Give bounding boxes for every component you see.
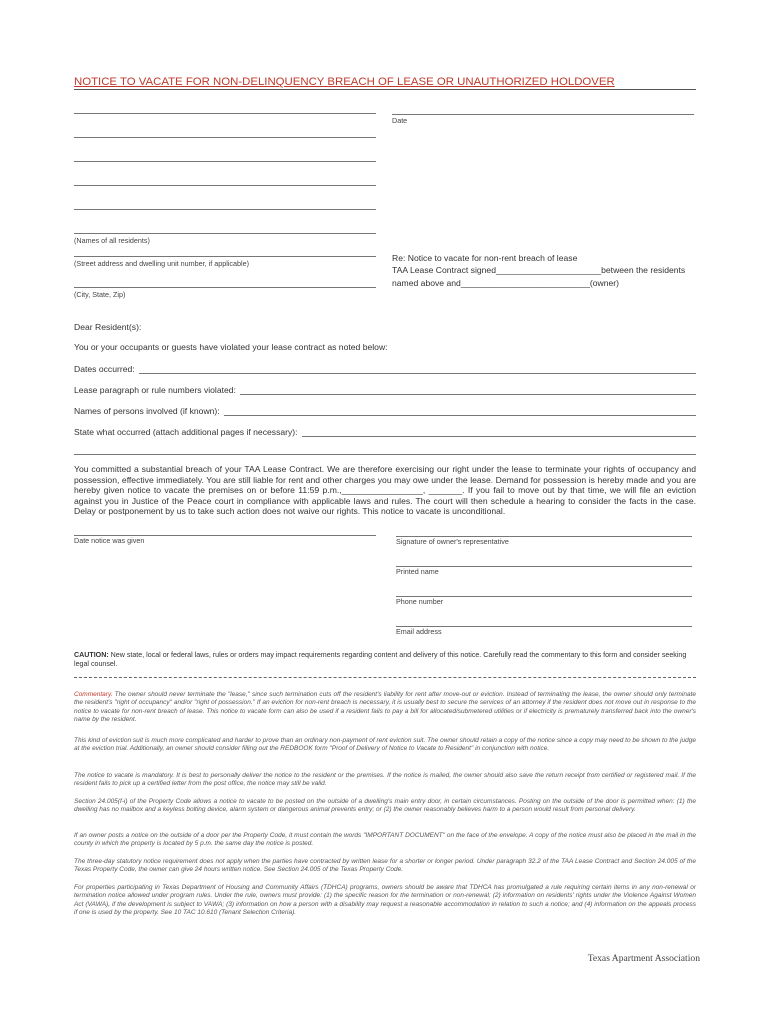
resident-line-2[interactable] (74, 137, 376, 138)
lease-paragraph-field[interactable] (240, 385, 696, 395)
what-occurred-field[interactable] (302, 427, 696, 437)
owner-signature-label: Signature of owner's representative (396, 537, 509, 546)
street-line[interactable] (74, 256, 376, 257)
resident-line-1[interactable] (74, 113, 376, 114)
re-line-2: TAA Lease Contract signed______________________between the residents (392, 265, 686, 275)
persons-involved-label: Names of persons involved (if known): (74, 406, 220, 416)
city-label: (City, State, Zip) (74, 290, 126, 299)
dates-occurred-label: Dates occurred: (74, 364, 135, 374)
date-given-label: Date notice was given (74, 536, 145, 545)
email-label: Email address (396, 627, 442, 636)
resident-line-6[interactable] (74, 233, 376, 234)
caution-text: New state, local or federal laws, rules or orders may impact requirements regarding content and delivery of this notice. Carefully read the commentary to this form and consider seeking legal counsel. (74, 651, 687, 668)
dates-occurred-field[interactable] (139, 364, 696, 374)
date-line[interactable] (392, 114, 694, 115)
city-line[interactable] (74, 287, 376, 288)
lease-paragraph-label: Lease paragraph or rule numbers violated: (74, 385, 236, 395)
resident-line-4[interactable] (74, 185, 376, 186)
commentary-p1-text: The owner should never terminate the "lease," since such termination cuts off the resident's liability for rent after move-out or eviction. Instead of terminating the lease, the owner should only terminate the resident's "right of occupancy" and/or "right of possession." If an eviction for non-rent breach is necessary, it is usually best to secure the services of an attorney if the resident does not move out in response to the notice to vacate for non-rent breach of lease. This notice to vacate form can also be used if a resident fails to pay a bill for allocated/submetered utilities or if electricity is prematurely transferred back into the owner's name by the resident. (74, 691, 696, 724)
commentary-heading: Commentary. (74, 691, 113, 698)
commentary-p3: The notice to vacate is mandatory. It is best to personally deliver the notice to the resident or the premises. If the notice is mailed, the owner should also save the return receipt from certified or registered mail. If the resident fails to pick up a certified letter from the post office, the notice may still be valid. (74, 772, 696, 788)
re-line-1: Re: Notice to vacate for non-rent breach of lease (392, 253, 578, 263)
dates-occurred-row (74, 362, 696, 374)
commentary-p6: The three-day statutory notice requirement does not apply when the parties have contracted by written lease for a shorter or longer period. Under paragraph 32.2 of the TAA Lease Contract and Section 24.005 of the Texas Property Code, the owner can give 24 hours written notice. See Section 24.005 of the Texas Property Code. (74, 858, 696, 874)
lease-paragraph-row (74, 383, 696, 395)
caution-label: CAUTION: (74, 651, 109, 659)
main-paragraph: You committed a substantial breach of your TAA Lease Contract. We are therefore exercising our right under the lease to terminate your rights of occupancy and possession, effective immediately. You are still liable for rent and other charges you may owe under the lease. Demand for possession is hereby made and you are hereby given notice to vacate the premises on or before 11:59 p.m.,_________________, _______. If you fail to move out by that time, we will file an eviction against you in Justice of the Peace court in compliance with applicable laws and rules. The court will then schedule a hearing to consider the facts in the case. Delay or postponement by us to take such action does not waive our rights. This notice to vacate is unconditional. (74, 464, 696, 517)
resident-line-5[interactable] (74, 209, 376, 210)
street-label: (Street address and dwelling unit number, if applicable) (74, 259, 249, 268)
resident-line-3[interactable] (74, 161, 376, 162)
printed-name-line[interactable] (396, 566, 692, 567)
commentary-p7: For properties participating in Texas Department of Housing and Community Affairs (TDHCA) programs, owners should be aware that TDHCA has promulgated a rule requiring certain items in any non-renewal or termination notice allowed under program rules. Under the rule, owners must provide: (1) the specific reason for the termination or non-renewal; (2) information on residents' rights under the Violence Against Women Act (VAWA), if the development is subject to VAWA; (3) information on how a person with a disability may request a reasonable accommodation in relation to such a notice; and (4) information on the appeals process if one is used by the property. See 10 TAC 10.610 (Tenant Selection Criteria). (74, 884, 696, 917)
commentary-p5: If an owner posts a notice on the outside of a door per the Property Code, it must contain the words "IMPORTANT DOCUMENT" on the face of the envelope. A copy of the notice must also be placed in the mail in the county in which the property is located by 5 p.m. the same day the notice is posted. (74, 832, 696, 848)
form-title: NOTICE TO VACATE FOR NON-DELINQUENCY BREACH OF LEASE OR UNAUTHORIZED HOLDOVER (74, 76, 696, 90)
phone-label: Phone number (396, 597, 444, 606)
date-label: Date (392, 116, 408, 125)
persons-involved-field[interactable] (224, 406, 696, 416)
caution-notice (74, 651, 696, 669)
residents-label: (Names of all residents) (74, 236, 150, 245)
what-occurred-extra-line[interactable] (74, 454, 696, 455)
what-occurred-label: State what occurred (attach additional pages if necessary): (74, 427, 298, 437)
section-divider (74, 677, 696, 678)
commentary-p4: Section 24.005(f-i) of the Property Code allows a notice to vacate to be posted on the outside of a dwelling's main entry door, in certain circumstances. Posting on the outside of the door is permitted when: (1) the dwelling has no mailbox and a keyless bolting device, alarm system or dangerous animal prevents entry; or (2) the owner reasonably believes harm to a person would result from personal delivery. (74, 798, 696, 814)
printed-name-label: Printed name (396, 567, 439, 576)
greeting: Dear Resident(s): (74, 322, 142, 332)
footer-organization: Texas Apartment Association (587, 953, 700, 964)
re-line-3: named above and___________________________(owner) (392, 278, 619, 288)
commentary-p1 (74, 691, 696, 725)
intro-text: You or your occupants or guests have violated your lease contract as noted below: (74, 342, 388, 352)
commentary-p2: This kind of eviction suit is much more complicated and harder to prove than an ordinary non-payment of rent eviction suit. The owner should retain a copy of the notice since a copy may need to be shown to the judge at the eviction trial. Additionally, an owner should consider filling out the REDBOOK form "Proof of Delivery of Notice to Vacate to Resident" in conjunction with notice. (74, 737, 696, 753)
persons-involved-row (74, 404, 696, 416)
what-occurred-row (74, 425, 696, 437)
